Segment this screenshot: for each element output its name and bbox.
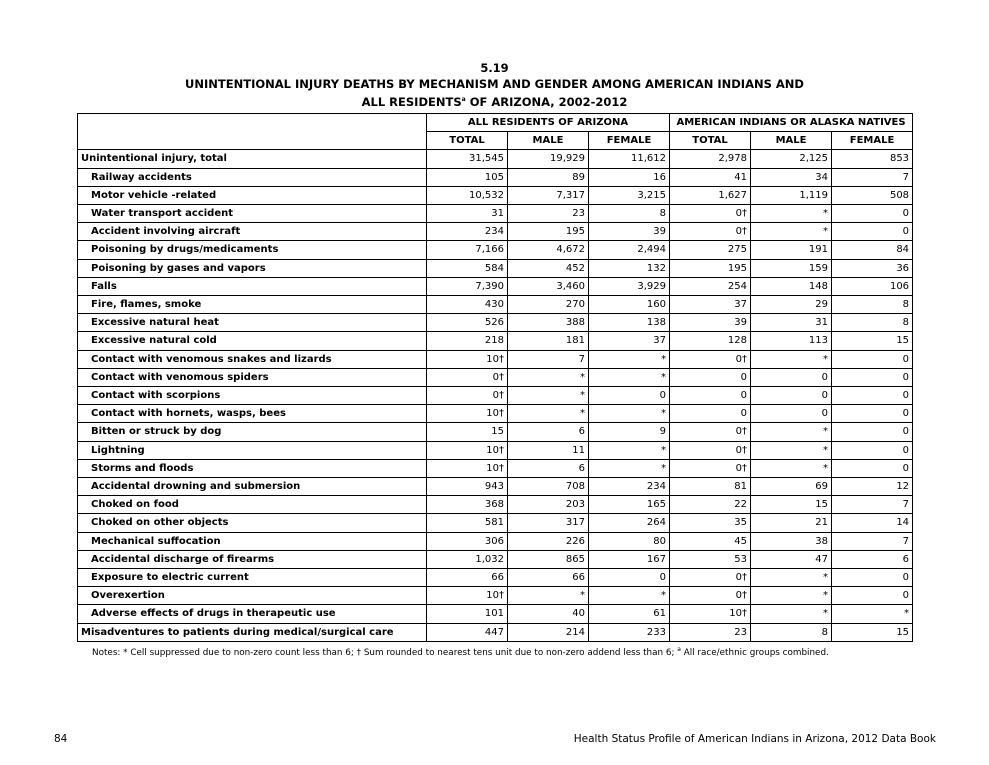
column-header: MALE [751,132,832,150]
value-cell: 53 [670,550,751,568]
value-cell: * [751,423,832,441]
value-cell: * [832,605,913,623]
row-label: Contact with scorpions [78,387,427,405]
row-label: Accident involving aircraft [78,223,427,241]
value-cell: 61 [589,605,670,623]
value-cell: 2,494 [589,241,670,259]
value-cell: 388 [508,314,589,332]
value-cell: 0† [427,387,508,405]
value-cell: 15 [832,332,913,350]
table-row [78,150,913,168]
value-cell: 2,125 [751,150,832,168]
row-label: Excessive natural cold [78,332,427,350]
column-header: TOTAL [670,132,751,150]
value-cell: * [508,405,589,423]
table-row [78,223,913,241]
value-cell: 0 [832,223,913,241]
table-row [78,423,913,441]
table-row [78,387,913,405]
value-cell: 8 [832,296,913,314]
value-cell: 34 [751,168,832,186]
value-cell: 0 [832,459,913,477]
table-row [78,587,913,605]
value-cell: 7,166 [427,241,508,259]
value-cell: 84 [832,241,913,259]
table-row [78,478,913,496]
table-row [78,314,913,332]
value-cell: 148 [751,277,832,295]
value-cell: 0† [670,587,751,605]
value-cell: 22 [670,496,751,514]
value-cell: 45 [670,532,751,550]
value-cell: 0 [670,368,751,386]
value-cell: 0† [670,459,751,477]
column-header: FEMALE [589,132,670,150]
value-cell: 15 [751,496,832,514]
row-label: Choked on food [78,496,427,514]
value-cell: 138 [589,314,670,332]
table-number: 5.19 [480,61,509,75]
value-cell: 10† [427,587,508,605]
table-title [0,60,989,110]
value-cell: 37 [589,332,670,350]
table-row [78,186,913,204]
value-cell: 31 [427,205,508,223]
column-header: FEMALE [832,132,913,150]
row-label: Poisoning by drugs/medicaments [78,241,427,259]
table-row [78,459,913,477]
value-cell: 16 [589,168,670,186]
notes-superscript: a [677,646,681,653]
title-line-3-text: ALL RESIDENTS [361,94,462,109]
value-cell: 29 [751,296,832,314]
value-cell: 15 [427,423,508,441]
value-cell: 0 [832,423,913,441]
value-cell: 0† [670,223,751,241]
notes-suffix: All race/ethnic groups combined. [680,647,829,658]
table-row [78,350,913,368]
value-cell: 214 [508,623,589,641]
table-notes [92,646,829,658]
value-cell: 41 [670,168,751,186]
value-cell: * [751,605,832,623]
value-cell: 254 [670,277,751,295]
row-label: Exposure to electric current [78,569,427,587]
table-row [78,532,913,550]
group-header-all-residents: ALL RESIDENTS OF ARIZONA [427,114,670,132]
value-cell: 0 [670,387,751,405]
value-cell: 6 [508,459,589,477]
value-cell: 128 [670,332,751,350]
table-row [78,496,913,514]
value-cell: * [751,350,832,368]
value-cell: 0 [832,205,913,223]
notes-text: Notes: * Cell suppressed due to non-zero count less than 6; † Sum rounded to nearest tens unit due to non-zero addend less than 6; [92,647,678,658]
value-cell: 368 [427,496,508,514]
value-cell: 69 [751,478,832,496]
value-cell: 10† [427,350,508,368]
value-cell: 10† [427,405,508,423]
row-label: Contact with venomous spiders [78,368,427,386]
table-row [78,405,913,423]
value-cell: 270 [508,296,589,314]
table-row [78,241,913,259]
value-cell: 10† [427,441,508,459]
value-cell: 39 [589,223,670,241]
value-cell: 0† [427,368,508,386]
row-label: Falls [78,277,427,295]
value-cell: 3,929 [589,277,670,295]
value-cell: 233 [589,623,670,641]
value-cell: 430 [427,296,508,314]
value-cell: 317 [508,514,589,532]
row-label: Unintentional injury, total [78,150,427,168]
value-cell: 0† [670,569,751,587]
row-label: Excessive natural heat [78,314,427,332]
value-cell: 1,032 [427,550,508,568]
value-cell: 203 [508,496,589,514]
footer-document-title: Health Status Profile of American Indians in Arizona, 2012 Data Book [573,733,936,745]
row-label: Accidental drowning and submersion [78,478,427,496]
value-cell: 0† [670,441,751,459]
value-cell: 8 [751,623,832,641]
value-cell: 195 [508,223,589,241]
value-cell: 36 [832,259,913,277]
value-cell: 264 [589,514,670,532]
value-cell: 132 [589,259,670,277]
value-cell: * [751,587,832,605]
value-cell: 11 [508,441,589,459]
value-cell: * [589,441,670,459]
group-header-american-indians: AMERICAN INDIANS OR ALASKA NATIVES [670,114,913,132]
value-cell: 0 [832,405,913,423]
value-cell: 10,532 [427,186,508,204]
value-cell: * [751,223,832,241]
value-cell: 167 [589,550,670,568]
value-cell: 2,978 [670,150,751,168]
row-label: Poisoning by gases and vapors [78,259,427,277]
row-label: Adverse effects of drugs in therapeutic use [78,605,427,623]
value-cell: * [508,368,589,386]
value-cell: 0 [589,387,670,405]
table-row [78,259,913,277]
table-row [78,332,913,350]
value-cell: * [589,350,670,368]
value-cell: 10† [427,459,508,477]
value-cell: 165 [589,496,670,514]
value-cell: 66 [508,569,589,587]
value-cell: * [751,459,832,477]
value-cell: 452 [508,259,589,277]
value-cell: 7 [832,496,913,514]
row-label: Storms and floods [78,459,427,477]
title-line-3-suffix: OF ARIZONA, 2002-2012 [465,94,628,109]
title-superscript: a [461,96,466,103]
table-row [78,168,913,186]
empty-corner-cell [78,114,427,150]
value-cell: 3,215 [589,186,670,204]
value-cell: 0 [832,368,913,386]
row-label: Overexertion [78,587,427,605]
value-cell: 581 [427,514,508,532]
value-cell: 0† [670,350,751,368]
value-cell: 6 [832,550,913,568]
value-cell: * [589,368,670,386]
value-cell: 81 [670,478,751,496]
row-label: Water transport accident [78,205,427,223]
value-cell: 447 [427,623,508,641]
value-cell: 38 [751,532,832,550]
value-cell: 9 [589,423,670,441]
row-label: Misadventures to patients during medical/surgical care [78,623,427,641]
table-row [78,550,913,568]
value-cell: * [589,587,670,605]
value-cell: 15 [832,623,913,641]
table-row [78,441,913,459]
value-cell: 7 [832,168,913,186]
table-body [78,150,913,641]
value-cell: 275 [670,241,751,259]
value-cell: 6 [508,423,589,441]
table-row [78,569,913,587]
injury-deaths-table [77,113,913,642]
value-cell: 508 [832,186,913,204]
value-cell: 3,460 [508,277,589,295]
value-cell: * [751,569,832,587]
value-cell: 0 [832,387,913,405]
value-cell: 0 [670,405,751,423]
value-cell: 195 [670,259,751,277]
value-cell: 226 [508,532,589,550]
value-cell: * [508,587,589,605]
row-label: Choked on other objects [78,514,427,532]
value-cell: 584 [427,259,508,277]
value-cell: 31 [751,314,832,332]
row-label: Accidental discharge of firearms [78,550,427,568]
title-line-3 [0,92,989,110]
value-cell: 8 [589,205,670,223]
row-label: Contact with venomous snakes and lizards [78,350,427,368]
value-cell: 306 [427,532,508,550]
table-row [78,205,913,223]
value-cell: 191 [751,241,832,259]
value-cell: 31,545 [427,150,508,168]
value-cell: * [751,441,832,459]
value-cell: 7,317 [508,186,589,204]
value-cell: 234 [427,223,508,241]
value-cell: 526 [427,314,508,332]
table-row [78,514,913,532]
group-header-row [78,114,913,132]
value-cell: 106 [832,277,913,295]
value-cell: 218 [427,332,508,350]
value-cell: * [751,205,832,223]
value-cell: 105 [427,168,508,186]
value-cell: 14 [832,514,913,532]
value-cell: 0 [832,569,913,587]
table-row [78,277,913,295]
value-cell: 23 [508,205,589,223]
title-line-2: UNINTENTIONAL INJURY DEATHS BY MECHANISM AND GENDER AMONG AMERICAN INDIANS AND [185,77,804,91]
value-cell: 0 [751,405,832,423]
value-cell: 40 [508,605,589,623]
value-cell: 1,119 [751,186,832,204]
value-cell: 80 [589,532,670,550]
row-label: Bitten or struck by dog [78,423,427,441]
value-cell: 11,612 [589,150,670,168]
value-cell: 0 [832,350,913,368]
value-cell: * [508,387,589,405]
value-cell: 865 [508,550,589,568]
value-cell: 113 [751,332,832,350]
value-cell: 101 [427,605,508,623]
value-cell: 708 [508,478,589,496]
value-cell: 10† [670,605,751,623]
value-cell: 181 [508,332,589,350]
value-cell: 66 [427,569,508,587]
value-cell: 7 [832,532,913,550]
row-label: Mechanical suffocation [78,532,427,550]
value-cell: 39 [670,314,751,332]
table-row [78,296,913,314]
value-cell: 0† [670,205,751,223]
value-cell: * [589,405,670,423]
row-label: Contact with hornets, wasps, bees [78,405,427,423]
column-header: TOTAL [427,132,508,150]
value-cell: 0† [670,423,751,441]
value-cell: 0 [832,441,913,459]
value-cell: 19,929 [508,150,589,168]
page-number: 84 [54,733,68,745]
value-cell: 7 [508,350,589,368]
value-cell: 160 [589,296,670,314]
value-cell: 47 [751,550,832,568]
value-cell: 0 [832,587,913,605]
value-cell: 159 [751,259,832,277]
value-cell: 853 [832,150,913,168]
row-label: Lightning [78,441,427,459]
value-cell: 37 [670,296,751,314]
value-cell: 12 [832,478,913,496]
value-cell: 0 [751,387,832,405]
value-cell: 7,390 [427,277,508,295]
value-cell: * [589,459,670,477]
value-cell: 4,672 [508,241,589,259]
value-cell: 8 [832,314,913,332]
column-header: MALE [508,132,589,150]
value-cell: 23 [670,623,751,641]
table-row [78,605,913,623]
row-label: Motor vehicle -related [78,186,427,204]
value-cell: 0 [589,569,670,587]
value-cell: 89 [508,168,589,186]
value-cell: 21 [751,514,832,532]
table-row [78,623,913,641]
value-cell: 943 [427,478,508,496]
value-cell: 234 [589,478,670,496]
value-cell: 35 [670,514,751,532]
row-label: Railway accidents [78,168,427,186]
table-row [78,368,913,386]
value-cell: 0 [751,368,832,386]
value-cell: 1,627 [670,186,751,204]
row-label: Fire, flames, smoke [78,296,427,314]
